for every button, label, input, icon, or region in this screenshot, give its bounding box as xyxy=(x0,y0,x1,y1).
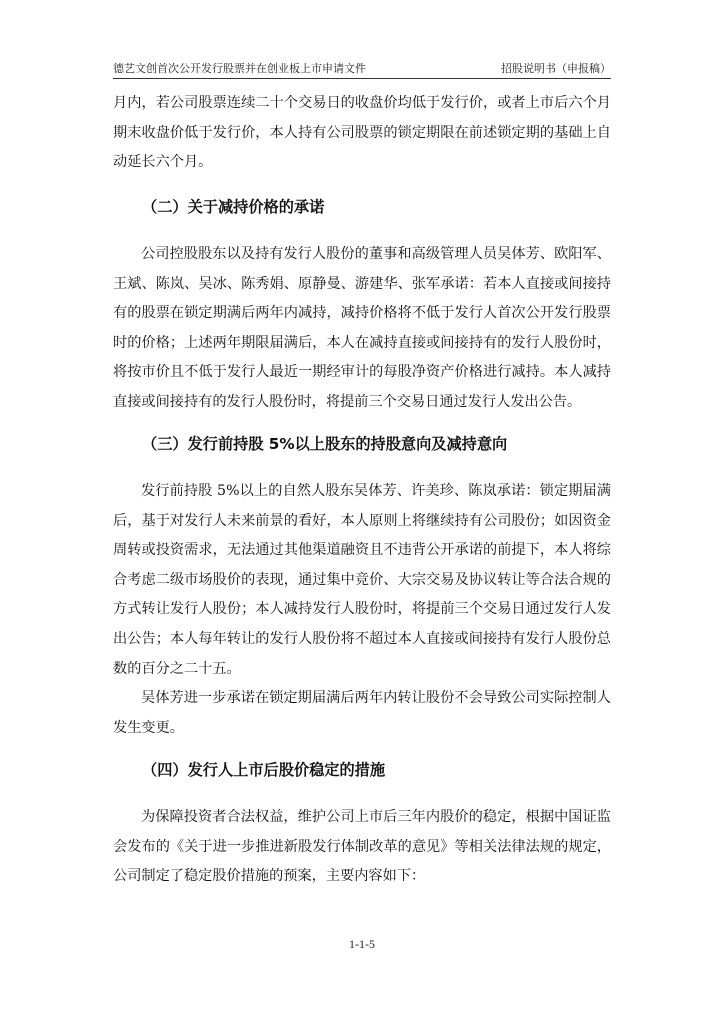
paragraph-reduction-price-commitment: 公司控股股东以及持有发行人股份的董事和高级管理人员吴体芳、欧阳军、王斌、陈岚、吴冰、陈秀娟、原静曼、游建华、张军承诺：若本人直接或间接持有的股票在锁定期满后两年内减持，减持价格将不低于发行人首次公开发行股票时的价格；上述两年期限届满后，本人在减持直接或间接持有的发行人股份时，将按市价且不低于发行人最近一期经审计的每股净资产价格进行减持。本人减持直接或间接持有的发行人股份时，将提前三个交易日通过发行人发出公告。 xyxy=(113,246,611,410)
page-number: 1-1-5 xyxy=(349,937,375,951)
paragraph-controller-commitment: 吴体芳进一步承诺在锁定期届满后两年内转让股份不会导致公司实际控制人发生变更。 xyxy=(113,690,611,736)
section-heading-reduction-price: （二）关于减持价格的承诺 xyxy=(142,198,325,216)
header-divider xyxy=(113,78,611,79)
header-document-title: 德艺文创首次公开发行股票并在创业板上市申请文件 xyxy=(113,62,366,75)
page-body xyxy=(113,89,611,892)
header-section-title: 招股说明书（申报稿） xyxy=(501,62,611,75)
paragraph-stabilization-intro: 为保障投资者合法权益，维护公司上市后三年内股价的稳定，根据中国证监会发布的《关于进一步推进新股发行体制改革的意见》等相关法律法规的规定，公司制定了稳定股价措施的预案，主要内容如下： xyxy=(113,809,611,885)
section-heading-price-stabilization: （四）发行人上市后股价稳定的措施 xyxy=(142,761,385,779)
paragraph-shareholder-intent: 发行前持股 5%以上的自然人股东吴体芳、许美珍、陈岚承诺：锁定期届满后，基于对发行人未来前景的看好，本人原则上将继续持有公司股份；如因资金周转或投资需求，无法通过其他渠道融资且不违背公开承诺的前提下，本人将综合考虑二级市场股价的表现，通过集中竞价、大宗交易及协议转让等合法合规的方式转让发行人股份；本人减持发行人股份时，将提前三个交易日通过发行人发出公告；本人每年转让的发行人股份将不超过本人直接或间接持有发行人股份总数的百分之二十五。 xyxy=(113,483,611,677)
section-heading-shareholder-intent: （三）发行前持股 5%以上股东的持股意向及减持意向 xyxy=(142,435,508,453)
page-header xyxy=(113,56,611,78)
paragraph-lockup-extension: 月内，若公司股票连续二十个交易日的收盘价均低于发行价，或者上市后六个月期末收盘价低于发行价，本人持有公司股票的锁定期限在前述锁定期的基础上自动延长六个月。 xyxy=(113,95,611,171)
